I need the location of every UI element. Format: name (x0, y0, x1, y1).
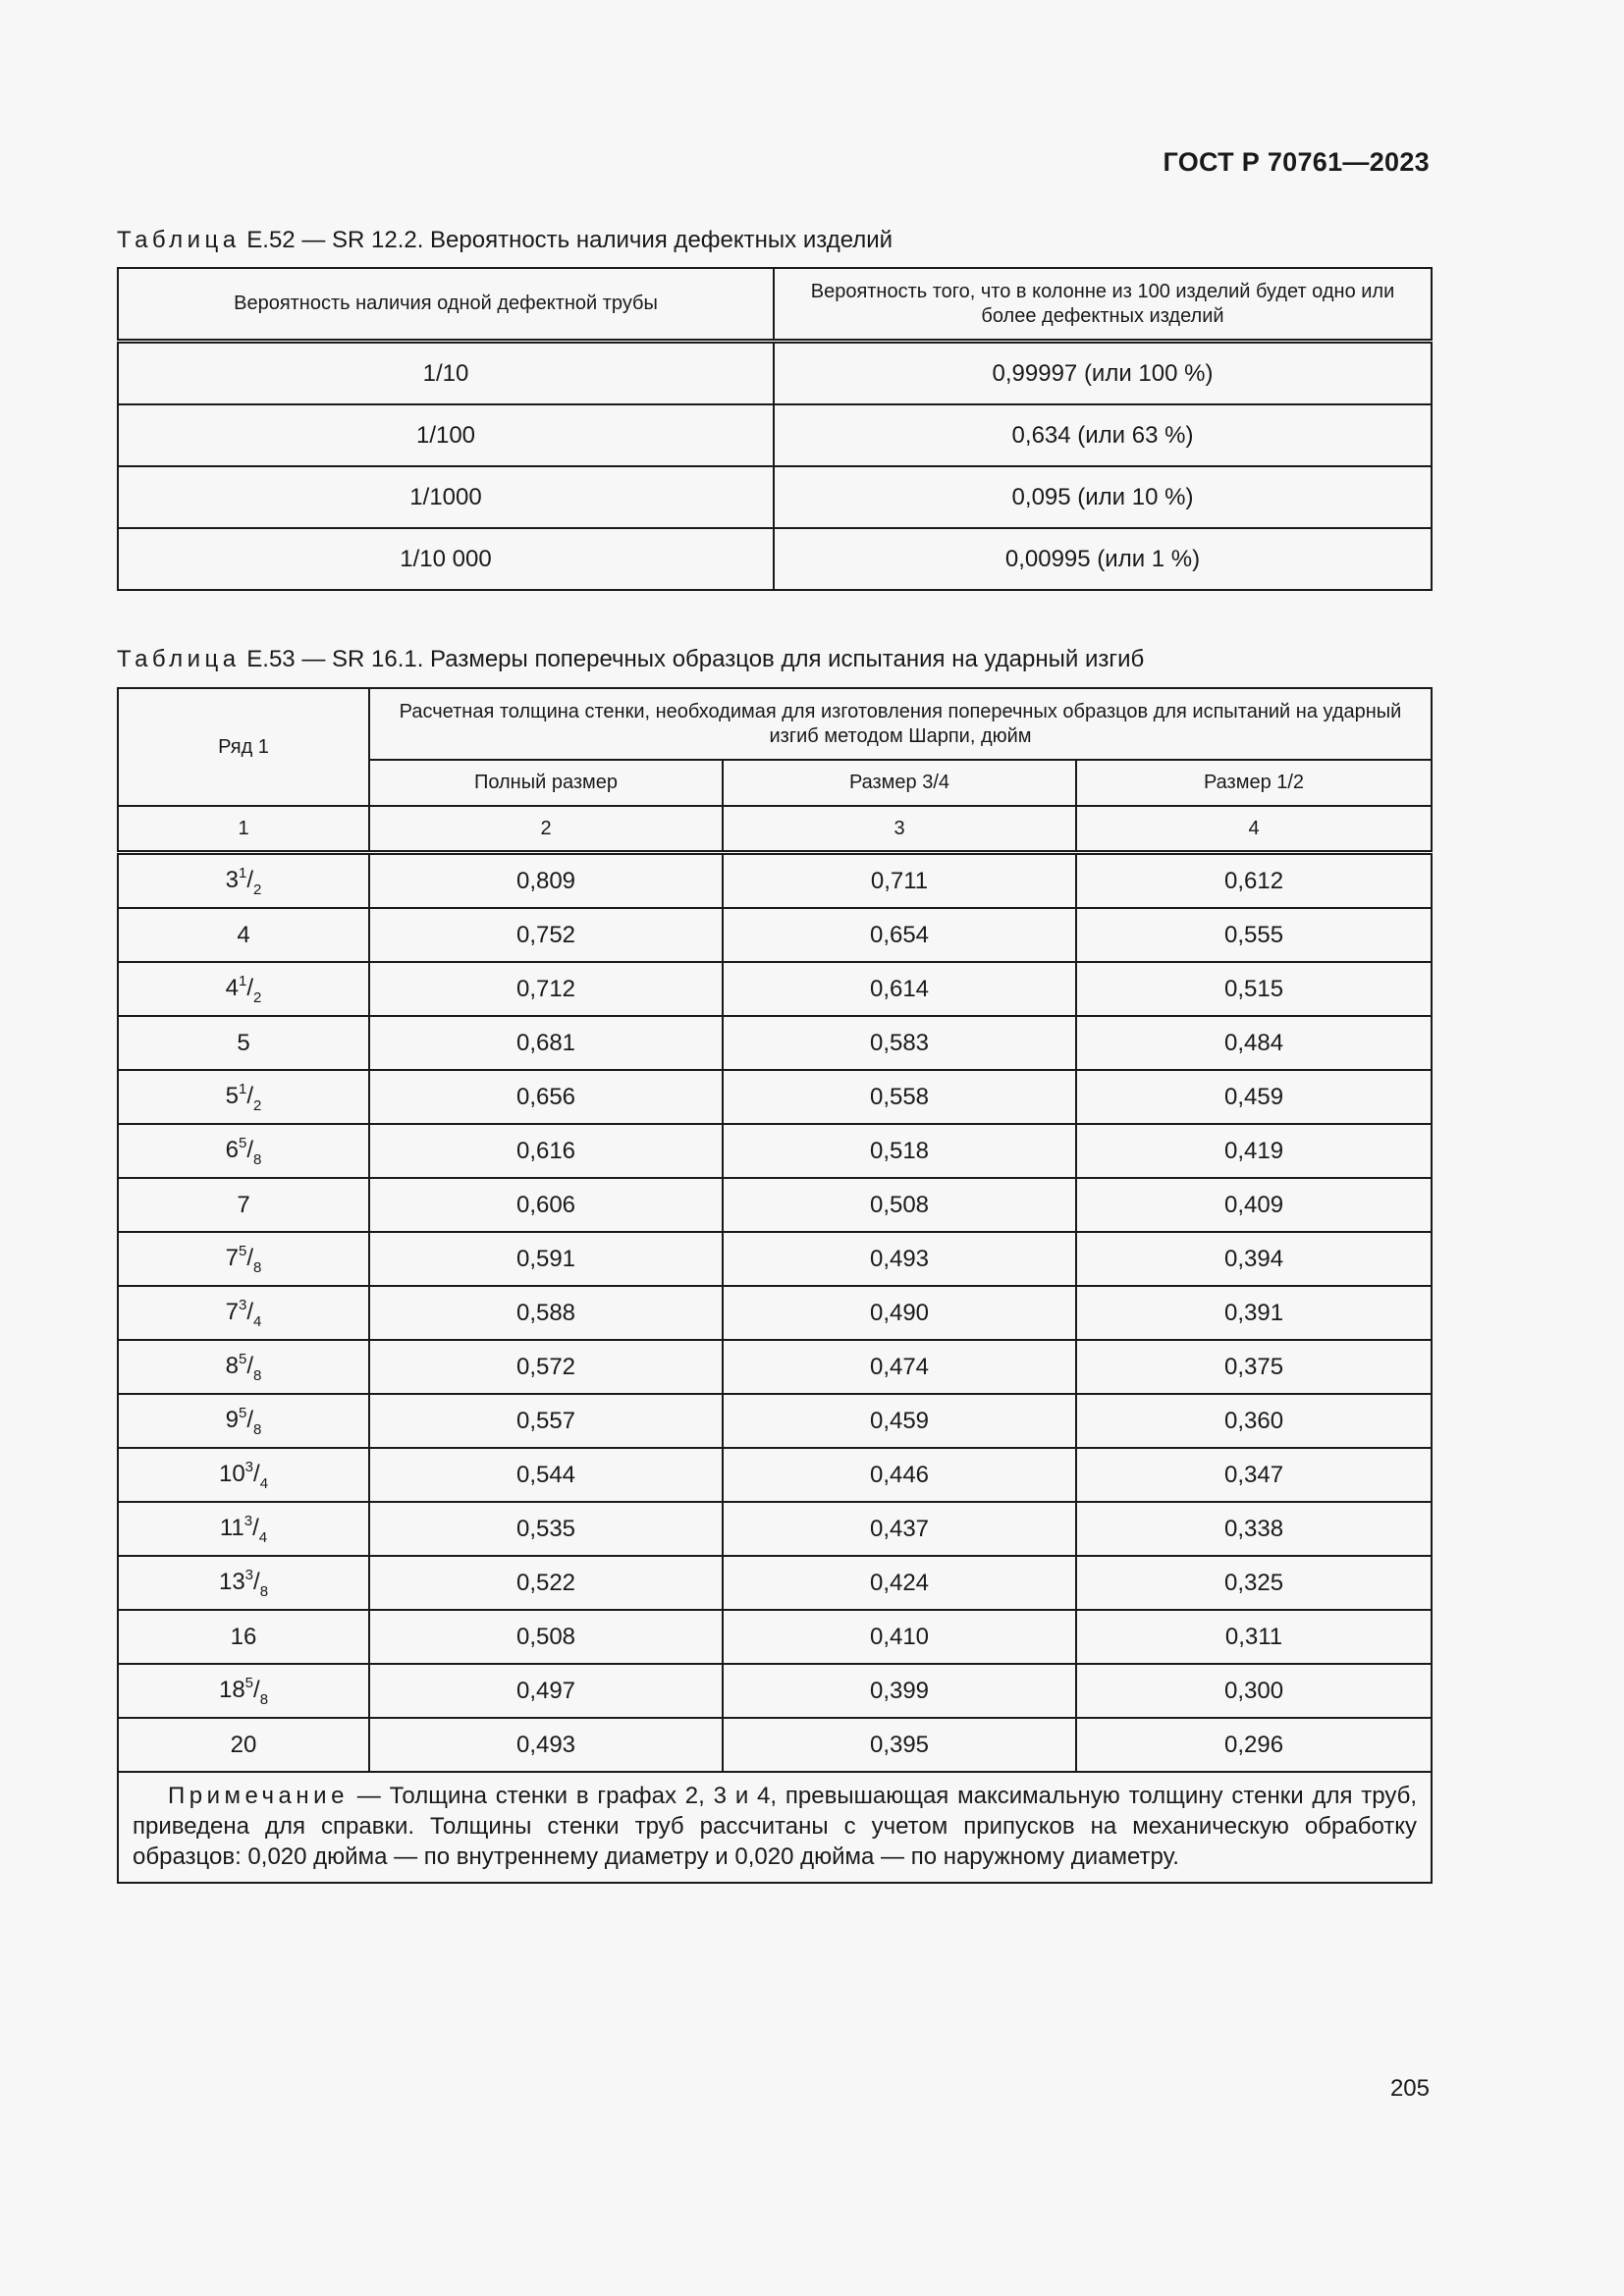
series-fraction-numerator: 3 (244, 1512, 253, 1529)
three-quarter-size-cell: 0,711 (723, 853, 1076, 909)
half-size-cell: 0,409 (1076, 1178, 1432, 1232)
series-whole: 4 (225, 974, 239, 1001)
impact-specimen-table (117, 687, 1433, 1884)
note-label: Примечание (168, 1783, 349, 1809)
table-row (118, 1556, 1432, 1610)
column-probability-cell: 0,634 (или 63 %) (774, 404, 1432, 466)
series-fraction-numerator: 5 (239, 1404, 247, 1421)
half-size-cell: 0,459 (1076, 1070, 1432, 1124)
series-fraction-denominator: 4 (259, 1474, 269, 1492)
half-size-cell: 0,296 (1076, 1718, 1432, 1772)
series-whole: 5 (237, 1029, 250, 1056)
series-cell: $9^5/_8$ (118, 1394, 369, 1448)
series-fraction-denominator: 8 (259, 1690, 269, 1708)
full-size-cell: 0,752 (369, 908, 723, 962)
defect-probability-cell: 1/100 (118, 404, 774, 466)
three-quarter-size-cell: 0,490 (723, 1286, 1076, 1340)
table-row (118, 1664, 1432, 1718)
three-quarter-size-cell: 0,558 (723, 1070, 1076, 1124)
table53-group-header: Расчетная толщина стенки, необходимая для изготовления поперечных образцов для испытаний на ударный изгиб методом Шарпи, дюйм (369, 688, 1432, 760)
series-whole: 10 (218, 1460, 245, 1487)
series-whole: 13 (218, 1568, 245, 1595)
note-text: — Толщина стенки в графах 2, 3 и 4, превышающая максимальную толщину стенки для труб, приведена для справки. Толщины стенки труб рассчитаны с учетом припусков на механическую обработку образцов: 0,020 дюйма — по внутреннему диаметру и 0,020 дюйма — по наружному диаметру. (133, 1783, 1418, 1870)
table-row (118, 1718, 1432, 1772)
series-cell: $7^5/_8$ (118, 1232, 369, 1286)
table-row (118, 466, 1432, 528)
table53-subheader-half: Размер 1/2 (1076, 760, 1432, 806)
series-cell: $11^3/_4$ (118, 1502, 369, 1556)
table-row (118, 1394, 1432, 1448)
series-fraction-numerator: 5 (244, 1674, 254, 1691)
three-quarter-size-cell: 0,518 (723, 1124, 1076, 1178)
series-cell (118, 1178, 369, 1232)
three-quarter-size-cell: 0,654 (723, 908, 1076, 962)
series-fraction-numerator: 3 (244, 1566, 254, 1583)
table-row (118, 1340, 1432, 1394)
defect-probability-cell: 1/10 000 (118, 528, 774, 590)
series-cell (118, 908, 369, 962)
table52-caption (117, 227, 893, 254)
full-size-cell: 0,656 (369, 1070, 723, 1124)
three-quarter-size-cell: 0,493 (723, 1232, 1076, 1286)
full-size-cell: 0,606 (369, 1178, 723, 1232)
series-fraction-denominator: 8 (253, 1420, 262, 1438)
series-whole: 9 (225, 1406, 239, 1433)
three-quarter-size-cell: 0,395 (723, 1718, 1076, 1772)
full-size-cell: 0,535 (369, 1502, 723, 1556)
series-fraction-denominator: 4 (253, 1312, 262, 1330)
full-size-cell: 0,572 (369, 1340, 723, 1394)
three-quarter-size-cell: 0,614 (723, 962, 1076, 1016)
full-size-cell: 0,591 (369, 1232, 723, 1286)
full-size-cell: 0,508 (369, 1610, 723, 1664)
series-cell: $5^1/_2$ (118, 1070, 369, 1124)
table53-header-row-1 (118, 688, 1432, 760)
series-whole: 16 (230, 1623, 257, 1650)
table52-header-row (118, 268, 1432, 342)
table-row (118, 528, 1432, 590)
half-size-cell: 0,325 (1076, 1556, 1432, 1610)
series-whole: 18 (218, 1676, 245, 1703)
series-fraction-numerator: 3 (239, 1296, 247, 1313)
defect-probability-cell: 1/1000 (118, 466, 774, 528)
full-size-cell: 0,544 (369, 1448, 723, 1502)
probability-table (117, 267, 1433, 591)
table52-caption-word: Таблица (117, 227, 241, 253)
half-size-cell: 0,347 (1076, 1448, 1432, 1502)
series-fraction-numerator: 5 (239, 1242, 247, 1259)
table52-caption-text: Е.52 — SR 12.2. Вероятность наличия дефектных изделий (246, 227, 893, 253)
series-whole: 7 (225, 1244, 239, 1271)
series-cell: $10^3/_4$ (118, 1448, 369, 1502)
half-size-cell: 0,419 (1076, 1124, 1432, 1178)
series-cell: $8^5/_8$ (118, 1340, 369, 1394)
table53-row-series-header: Ряд 1 (118, 688, 369, 806)
table-row (118, 1124, 1432, 1178)
table52-col1-header: Вероятность наличия одной дефектной трубы (118, 268, 774, 342)
table53-subheader-full: Полный размер (369, 760, 723, 806)
series-cell: $3^1/_2$ (118, 853, 369, 909)
table53-subheader-three-quarter: Размер 3/4 (723, 760, 1076, 806)
series-whole: 11 (219, 1514, 244, 1541)
series-fraction-numerator: 5 (239, 1134, 247, 1151)
table-row (118, 1070, 1432, 1124)
series-cell (118, 1610, 369, 1664)
standard-code: ГОСТ Р 70761—2023 (1163, 147, 1430, 177)
column-probability-cell: 0,99997 (или 100 %) (774, 342, 1432, 405)
column-number: 1 (118, 806, 369, 853)
half-size-cell: 0,311 (1076, 1610, 1432, 1664)
series-fraction-denominator: 2 (253, 1096, 262, 1114)
half-size-cell: 0,555 (1076, 908, 1432, 962)
series-cell: $18^5/_8$ (118, 1664, 369, 1718)
table-row (118, 1502, 1432, 1556)
series-whole: 20 (230, 1731, 257, 1758)
three-quarter-size-cell: 0,399 (723, 1664, 1076, 1718)
half-size-cell: 0,612 (1076, 853, 1432, 909)
series-cell (118, 1016, 369, 1070)
series-fraction-denominator: 8 (253, 1258, 262, 1276)
series-cell: $13^3/_8$ (118, 1556, 369, 1610)
table-row (118, 404, 1432, 466)
full-size-cell: 0,681 (369, 1016, 723, 1070)
half-size-cell: 0,484 (1076, 1016, 1432, 1070)
series-whole: 6 (225, 1136, 239, 1163)
table-row (118, 1286, 1432, 1340)
series-cell: $6^5/_8$ (118, 1124, 369, 1178)
table53-column-numbers (118, 806, 1432, 853)
table-row (118, 1610, 1432, 1664)
half-size-cell: 0,338 (1076, 1502, 1432, 1556)
half-size-cell: 0,515 (1076, 962, 1432, 1016)
table-row (118, 908, 1432, 962)
full-size-cell: 0,493 (369, 1718, 723, 1772)
column-probability-cell: 0,00995 (или 1 %) (774, 528, 1432, 590)
full-size-cell: 0,557 (369, 1394, 723, 1448)
table-row (118, 1178, 1432, 1232)
half-size-cell: 0,360 (1076, 1394, 1432, 1448)
series-whole: 7 (237, 1191, 250, 1218)
series-fraction-numerator: 1 (239, 972, 247, 989)
series-whole: 8 (225, 1352, 239, 1379)
table53-caption-word: Таблица (117, 646, 241, 672)
series-cell: $7^3/_4$ (118, 1286, 369, 1340)
table-row (118, 342, 1432, 405)
three-quarter-size-cell: 0,508 (723, 1178, 1076, 1232)
three-quarter-size-cell: 0,474 (723, 1340, 1076, 1394)
table-row (118, 1016, 1432, 1070)
three-quarter-size-cell: 0,424 (723, 1556, 1076, 1610)
table-row (118, 962, 1432, 1016)
table-row (118, 1448, 1432, 1502)
full-size-cell: 0,616 (369, 1124, 723, 1178)
series-cell: $4^1/_2$ (118, 962, 369, 1016)
series-fraction-denominator: 8 (259, 1582, 269, 1600)
series-whole: 4 (237, 921, 250, 948)
table-row (118, 853, 1432, 909)
table52-col2-header: Вероятность того, что в колонне из 100 изделий будет одно или более дефектных изделий (774, 268, 1432, 342)
series-fraction-numerator: 1 (239, 864, 247, 881)
half-size-cell: 0,300 (1076, 1664, 1432, 1718)
column-number: 4 (1076, 806, 1432, 853)
table53-caption (117, 646, 1144, 673)
series-fraction-denominator: 8 (253, 1150, 262, 1168)
series-fraction-denominator: 2 (253, 881, 262, 898)
three-quarter-size-cell: 0,583 (723, 1016, 1076, 1070)
half-size-cell: 0,375 (1076, 1340, 1432, 1394)
three-quarter-size-cell: 0,410 (723, 1610, 1076, 1664)
full-size-cell: 0,588 (369, 1286, 723, 1340)
series-fraction-denominator: 2 (253, 988, 262, 1006)
full-size-cell: 0,497 (369, 1664, 723, 1718)
column-probability-cell: 0,095 (или 10 %) (774, 466, 1432, 528)
table53-note (118, 1772, 1432, 1883)
table53-caption-text: Е.53 — SR 16.1. Размеры поперечных образцов для испытания на ударный изгиб (246, 646, 1145, 672)
half-size-cell: 0,391 (1076, 1286, 1432, 1340)
three-quarter-size-cell: 0,459 (723, 1394, 1076, 1448)
full-size-cell: 0,712 (369, 962, 723, 1016)
three-quarter-size-cell: 0,446 (723, 1448, 1076, 1502)
page-number: 205 (1389, 2075, 1430, 2102)
series-whole: 3 (225, 866, 239, 893)
series-fraction-denominator: 4 (258, 1528, 268, 1546)
series-cell (118, 1718, 369, 1772)
table53-note-row (118, 1772, 1432, 1883)
series-fraction-numerator: 5 (239, 1350, 247, 1367)
series-fraction-numerator: 3 (244, 1458, 254, 1475)
series-whole: 7 (225, 1298, 239, 1325)
series-whole: 5 (225, 1082, 239, 1109)
series-fraction-denominator: 8 (253, 1366, 262, 1384)
three-quarter-size-cell: 0,437 (723, 1502, 1076, 1556)
column-number: 3 (723, 806, 1076, 853)
defect-probability-cell: 1/10 (118, 342, 774, 405)
series-fraction-numerator: 1 (239, 1080, 247, 1097)
column-number: 2 (369, 806, 723, 853)
half-size-cell: 0,394 (1076, 1232, 1432, 1286)
table-row (118, 1232, 1432, 1286)
full-size-cell: 0,522 (369, 1556, 723, 1610)
full-size-cell: 0,809 (369, 853, 723, 909)
